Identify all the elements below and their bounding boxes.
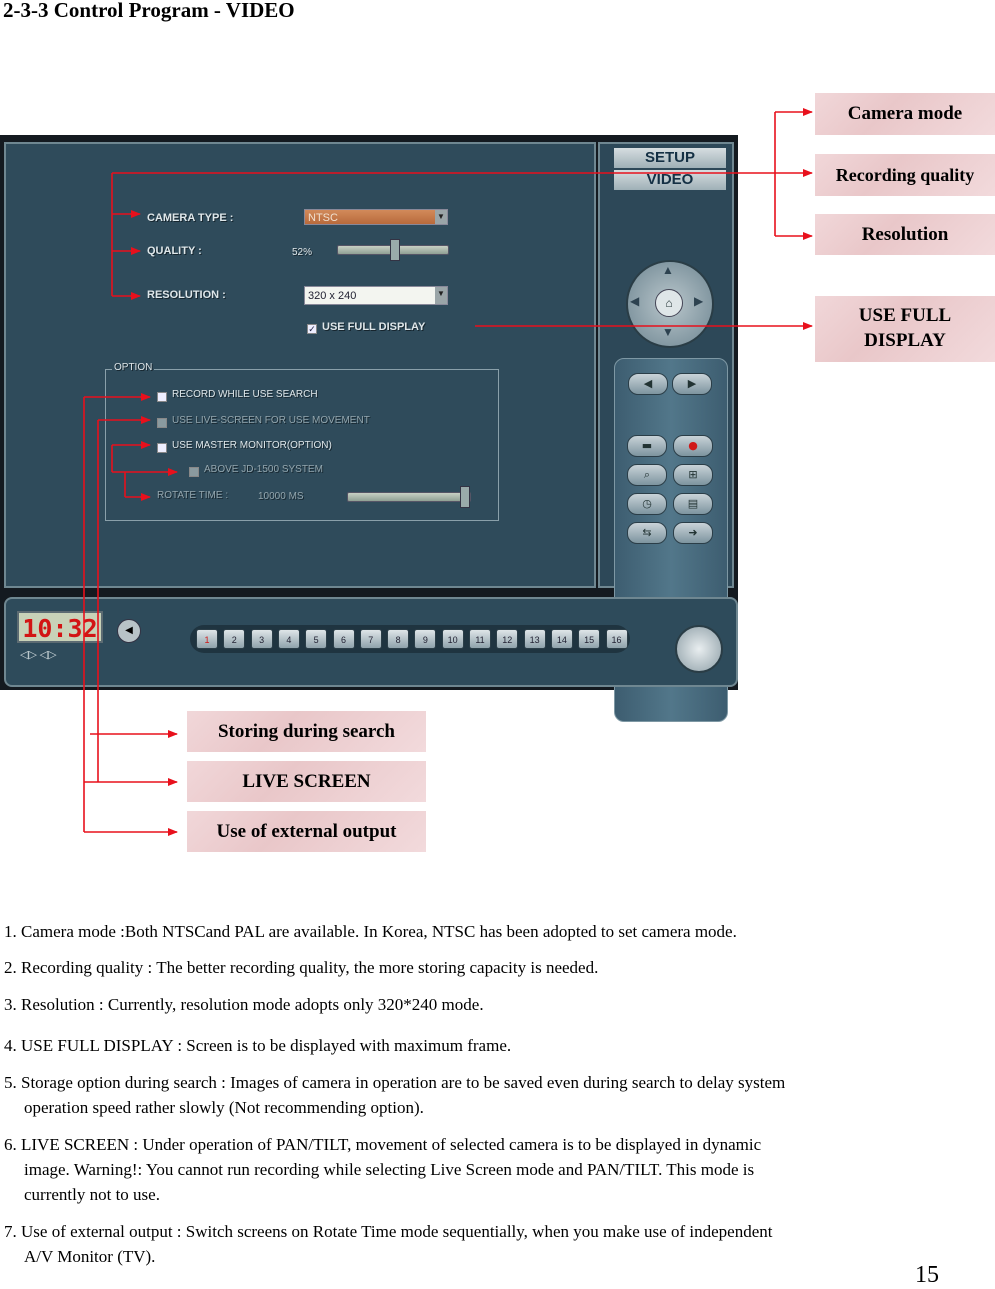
- note-item: [4, 1132, 979, 1207]
- callout-live-screen: LIVE SCREEN: [187, 761, 426, 802]
- channel-button-4[interactable]: 4: [278, 629, 300, 649]
- exit-icon[interactable]: ➜: [673, 522, 713, 544]
- note-line: 3. Resolution : Currently, resolution mode adopts only 320*240 mode.: [4, 995, 484, 1014]
- callout-resolution: Resolution: [815, 214, 995, 255]
- record-icon[interactable]: ●: [673, 435, 713, 457]
- resolution-label: RESOLUTION :: [147, 289, 226, 301]
- callout-recording-quality: Recording quality: [815, 154, 995, 196]
- volume-icon[interactable]: ◀: [117, 619, 141, 643]
- tab-video[interactable]: VIDEO: [614, 170, 726, 190]
- note-line: 5. Storage option during search : Images of camera in operation are to be saved even during search to delay system: [4, 1073, 786, 1092]
- arrow-left-icon[interactable]: ◀: [630, 294, 640, 308]
- callout-use-full-display-line1: USE FULL: [858, 305, 952, 326]
- callout-use-full-display-line2: DISPLAY: [864, 330, 946, 351]
- chevron-down-icon: ▼: [435, 210, 447, 224]
- channel-button-1[interactable]: 1: [196, 629, 218, 649]
- arrow-up-icon[interactable]: ▲: [662, 263, 674, 277]
- option-label: RECORD WHILE USE SEARCH: [172, 389, 318, 400]
- chevron-down-icon: ▼: [435, 287, 447, 304]
- section-title: 2-3-3 Control Program - VIDEO: [3, 0, 295, 22]
- note-item: [4, 955, 979, 980]
- zoom-icon[interactable]: ⊞: [673, 464, 713, 486]
- option-group-label: OPTION: [114, 362, 153, 373]
- network-icon[interactable]: ⇆: [627, 522, 667, 544]
- resolution-value: 320 x 240: [308, 290, 357, 302]
- note-line: 7. Use of external output : Switch screens on Rotate Time mode sequentially, when you make use of independent: [4, 1222, 773, 1241]
- note-line: operation speed rather slowly (Not recommending option).: [24, 1098, 424, 1117]
- channel-button-12[interactable]: 12: [496, 629, 518, 649]
- callout-use-external-output: Use of external output: [187, 811, 426, 852]
- stop-button[interactable]: ▬: [627, 435, 667, 457]
- note-line: 1. Camera mode :Both NTSCand PAL are available. In Korea, NTSC has been adopted to set camera mode.: [4, 922, 737, 941]
- note-item: [4, 1219, 979, 1269]
- callout-storing-during-search: Storing during search: [187, 711, 426, 752]
- clock-icon[interactable]: ◷: [627, 493, 667, 515]
- full-display-label: USE FULL DISPLAY: [322, 321, 426, 333]
- camera-type-label: CAMERA TYPE :: [147, 212, 234, 224]
- rotate-time-label: ROTATE TIME :: [157, 490, 229, 501]
- page-number: 15: [915, 1262, 939, 1288]
- note-item: [4, 919, 979, 944]
- channel-button-11[interactable]: 11: [469, 629, 491, 649]
- camera-type-value: NTSC: [308, 212, 338, 224]
- tab-setup[interactable]: SETUP: [614, 148, 726, 168]
- option-label: USE MASTER MONITOR(OPTION): [172, 440, 332, 451]
- channel-button-7[interactable]: 7: [360, 629, 382, 649]
- channel-button-2[interactable]: 2: [223, 629, 245, 649]
- channel-button-6[interactable]: 6: [333, 629, 355, 649]
- note-line: 4. USE FULL DISPLAY : Screen is to be displayed with maximum frame.: [4, 1036, 512, 1055]
- channel-button-13[interactable]: 13: [524, 629, 546, 649]
- note-item: [4, 992, 979, 1017]
- channel-button-15[interactable]: 15: [578, 629, 600, 649]
- note-item: [4, 1070, 979, 1120]
- clock-display: 10:32: [17, 611, 103, 643]
- note-item: [4, 1033, 979, 1058]
- note-line: 2. Recording quality : The better recording quality, the more storing capacity is needed.: [4, 958, 599, 977]
- callout-camera-mode: Camera mode: [815, 93, 995, 135]
- option-label: ABOVE JD-1500 SYSTEM: [204, 464, 323, 475]
- arrow-right-icon[interactable]: ▶: [694, 294, 704, 308]
- full-display-checkbox[interactable]: ✓: [308, 324, 316, 334]
- channel-button-14[interactable]: 14: [551, 629, 573, 649]
- note-line: currently not to use.: [24, 1185, 160, 1204]
- quality-label: QUALITY :: [147, 245, 202, 257]
- time-adjust-icon[interactable]: ◁▷ ◁▷: [20, 649, 57, 661]
- channel-button-16[interactable]: 16: [606, 629, 628, 649]
- quality-value: 52%: [292, 247, 313, 258]
- channel-button-3[interactable]: 3: [251, 629, 273, 649]
- search-icon[interactable]: ⌕: [627, 464, 667, 486]
- trash-icon[interactable]: ▤: [673, 493, 713, 515]
- note-line: 6. LIVE SCREEN : Under operation of PAN/TILT, movement of selected camera is to be displayed in dynamic: [4, 1135, 762, 1154]
- prev-button[interactable]: ◀: [628, 373, 668, 395]
- option-label: USE LIVE-SCREEN FOR USE MOVEMENT: [172, 415, 370, 426]
- channel-button-9[interactable]: 9: [414, 629, 436, 649]
- channel-button-8[interactable]: 8: [387, 629, 409, 649]
- note-line: image. Warning!: You cannot run recording while selecting Live Screen mode and PAN/TILT. This mode is: [24, 1160, 755, 1179]
- home-icon[interactable]: ⌂: [655, 289, 683, 317]
- arrow-down-icon[interactable]: ▼: [662, 325, 674, 339]
- channel-button-5[interactable]: 5: [305, 629, 327, 649]
- note-line: A/V Monitor (TV).: [24, 1247, 156, 1266]
- channel-button-10[interactable]: 10: [442, 629, 464, 649]
- next-button[interactable]: ▶: [672, 373, 712, 395]
- rotate-time-value: 10000 MS: [258, 491, 304, 502]
